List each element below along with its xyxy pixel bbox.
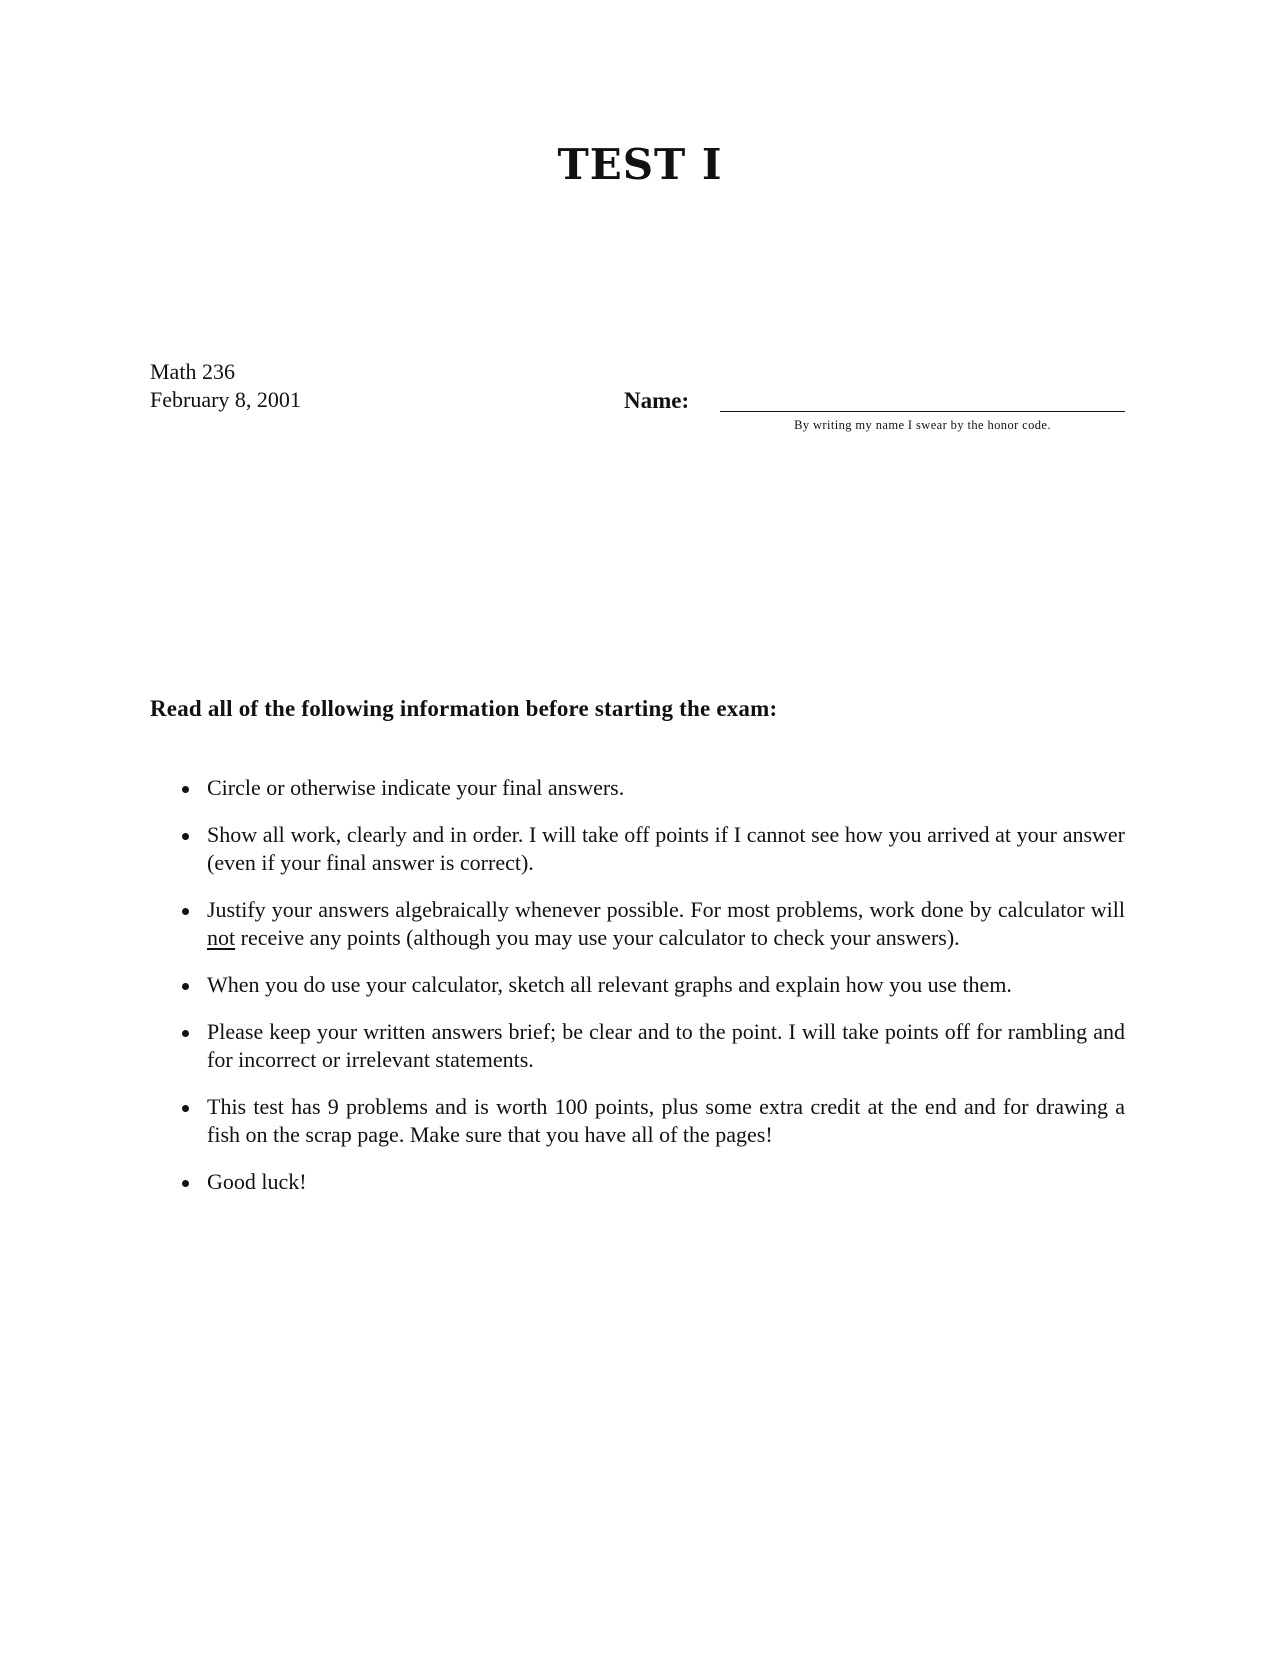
page-title: TEST I (557, 140, 723, 189)
bullet-icon (182, 1180, 189, 1187)
bullet-icon (182, 983, 189, 990)
bullet-icon (182, 1105, 189, 1112)
instruction-item (150, 1093, 1125, 1149)
underlined-not: not (207, 925, 236, 950)
instruction-text: When you do use your calculator, sketch all relevant graphs and explain how you use them. (207, 972, 1012, 997)
instruction-text: Please keep your written answers brief; be clear and to the point. I will take points off for rambling and for incorrect or irrelevant statements. (207, 1019, 1125, 1072)
instruction-item (150, 821, 1125, 877)
instructions-heading: Read all of the following information before starting the exam: (150, 696, 778, 721)
bullet-icon (182, 908, 189, 915)
exam-date: February 8, 2001 (150, 387, 301, 412)
bullet-icon (182, 833, 189, 840)
instruction-item (150, 774, 1125, 802)
name-label: Name: (624, 388, 690, 413)
bullet-icon (182, 786, 189, 793)
instruction-text: This test has 9 problems and is worth 100 points, plus some extra credit at the end and for drawing a fish on the scrap page. Make sure that you have all of the pages! (207, 1094, 1125, 1147)
instruction-text: Show all work, clearly and in order. I will take off points if I cannot see how you arrived at your answer (even if your final answer is correct). (207, 822, 1125, 875)
instruction-text-part: Justify your answers algebraically whenever possible. For most problems, work done by calculator will (207, 897, 1125, 922)
name-signature-line[interactable] (720, 411, 1125, 412)
instruction-item (150, 1018, 1125, 1074)
instruction-item (150, 896, 1125, 952)
course-info (150, 358, 301, 414)
instruction-item (150, 971, 1125, 999)
course-name: Math 236 (150, 359, 235, 384)
instruction-text: Circle or otherwise indicate your final answers. (207, 775, 625, 800)
instruction-text-part: receive any points (although you may use your calculator to check your answers). (235, 925, 960, 950)
instruction-item (150, 1168, 1125, 1196)
instruction-text: Good luck! (207, 1169, 307, 1194)
honor-code-note: By writing my name I swear by the honor code. (794, 418, 1051, 432)
instructions-list (150, 774, 1125, 1215)
bullet-icon (182, 1030, 189, 1037)
